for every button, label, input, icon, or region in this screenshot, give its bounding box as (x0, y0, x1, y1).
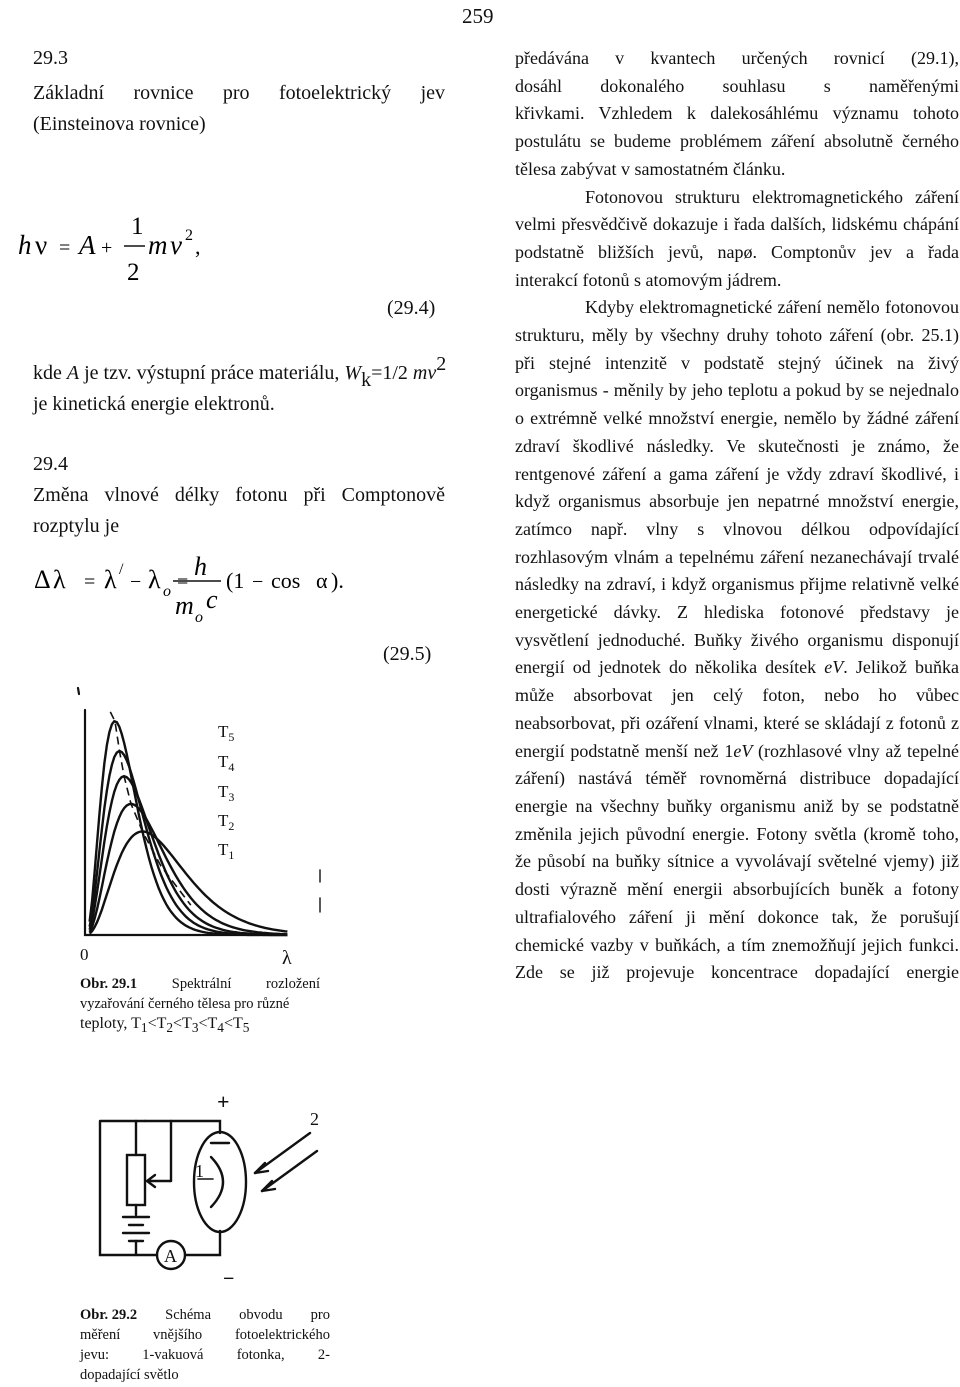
section-number: 29.3 (33, 47, 68, 69)
equation-label-29-4: (29.4) (387, 297, 436, 319)
eq-frac-num: 1 (131, 213, 144, 240)
chart-x-axis-label: λ (282, 947, 292, 969)
slider-arrow (147, 1175, 171, 1187)
explanation-line2: je kinetická energie elektronů. (33, 393, 275, 415)
eq-29-4-explanation (33, 352, 453, 416)
eq5-prime: / (119, 561, 124, 578)
eq5-lambda-o: λ (148, 565, 161, 594)
figure-29-2-circuit (85, 1085, 355, 1305)
light-rays (255, 1133, 317, 1191)
eq5-open-paren: (1 (226, 568, 245, 593)
paragraph-1-line2: dosáhl dokonalého souhlasu s naměřenými (515, 75, 959, 96)
label-2: 2 (310, 1109, 319, 1129)
eq5-cos: cos (271, 568, 301, 593)
eq-comma: , (195, 234, 201, 259)
eq5-close: ). (331, 568, 344, 593)
eq5-delta: Δ (34, 565, 51, 594)
eq5-c: c (206, 585, 218, 614)
eq-plus: + (101, 237, 113, 259)
eq5-m: m (175, 591, 194, 620)
section-title-line2: rozptylu je (33, 515, 120, 537)
page-number: 259 (462, 4, 494, 28)
eq5-equals: = (84, 571, 96, 593)
eq5-minus2: − (252, 571, 264, 593)
resistor (127, 1155, 145, 1205)
eq5-lambda: λ (53, 565, 66, 594)
eq5-sub-o2: o (195, 609, 203, 626)
caption-line1: Obr. 29.1 Spektrální rozložení (80, 976, 320, 992)
eq5-equals2: = (177, 571, 189, 593)
label-minus: − (223, 1268, 235, 1290)
temp-label-t3: $T_3$ (218, 782, 235, 804)
section-title-line1: Změna vlnové délky fotonu při Comptonově (33, 484, 445, 506)
wire-bottom (185, 1231, 220, 1255)
figure-29-2-caption (80, 1305, 330, 1385)
explanation-line1: kde A je tzv. výstupní práce materiálu, $W_k=1/2$ $mv^2$ (33, 353, 447, 391)
eq-A: A (79, 230, 96, 260)
caption2-line3: jevu: 1-vakuová fotonka, 2- (80, 1347, 330, 1363)
right-column-text (515, 45, 959, 987)
wire-top (145, 1121, 220, 1133)
paragraph-1-rest: křivkami. Vzhledem k dalekosáhlému významu tohoto postulátu se budeme problémem záření absolutně černého tělesa zabývat v samostatném článku. (515, 103, 959, 179)
eq-nu: ν (35, 230, 48, 260)
temp-label-t5: $T_5$ (218, 722, 235, 744)
caption-line2: vyzařování černého tělesa pro různé (80, 996, 290, 1012)
temp-label-t4: $T_4$ (218, 752, 235, 774)
caption2-line2: měření vnějšího fotoelektrického (80, 1327, 330, 1343)
eq-frac-den: 2 (127, 259, 140, 286)
eq-v: v (170, 230, 182, 260)
section-title-line1: Základní rovnice pro fotoelektrický jev (33, 82, 445, 104)
chart-axis-tick-top (78, 688, 79, 694)
eq5-alpha: α (316, 568, 328, 593)
chart-series-t3 (90, 776, 288, 935)
section-number: 29.4 (33, 453, 68, 475)
wire-left (100, 1121, 157, 1255)
ammeter-label: A (164, 1246, 177, 1266)
phototube (194, 1132, 246, 1232)
chart-origin-label: 0 (80, 945, 89, 964)
battery (123, 1217, 149, 1241)
label-plus: + (217, 1089, 230, 1114)
equation-label-29-5: (29.5) (383, 643, 432, 665)
figure-29-1-caption (80, 974, 320, 1038)
caption-line3: teploty, $T_1<T_2<T_3<T_4<T_5$ (80, 1015, 250, 1036)
eq5-sub-o: o (163, 583, 171, 600)
equation-29-4 (15, 210, 205, 290)
temp-label-t2: $T_2$ (218, 811, 235, 833)
caption2-line4: dopadající světlo (80, 1367, 179, 1383)
chart-series-t2 (90, 804, 288, 934)
caption2-line1: Obr. 29.2 Schéma obvodu pro (80, 1307, 330, 1323)
eq5-minus: − (130, 571, 142, 593)
paragraph-1-line1: předávána v kvantech určených rovnicí (29.1), (515, 48, 959, 68)
figure-29-1-chart (60, 680, 340, 980)
paragraph-2: Fotonovou strukturu elektromagnetického záření velmi přesvědčivě dokazuje i řada dalších, lidskému chápání podstatně bližších jevů, napø. Comptonův jev a řada interakcí fotonů s atomovým jádrem. (515, 186, 959, 290)
eq-equals: = (59, 237, 71, 259)
equation-29-5 (30, 548, 370, 632)
eq-exp: 2 (185, 227, 193, 244)
temp-label-t1: $T_1$ (218, 840, 235, 862)
section-29-4 (33, 452, 445, 538)
section-title-line2: (Einsteinova rovnice) (33, 113, 206, 135)
section-29-3 (33, 46, 445, 136)
eq-h: h (18, 230, 32, 260)
phototube-cathode (211, 1157, 223, 1207)
eq5-lambda-prime: λ (104, 565, 117, 594)
paragraph-3: Kdyby elektromagnetické záření nemělo fotonovou strukturu, měly by všechny druhy tohoto záření (obr. 25.1) při stejné intenzitě v podstatě stejný účinek na živý organismus - měnily by jeho teplotu a pokud by se nejednalo o extrémně velké množství energie, nemělo by žádné záření zdraví škodlivé následky. Ve skutečnosti je známo, že rentgenové záření a gama záření je vždy zdraví škodlivé, i když organismus absorbuje jen nepatrné množství energie, zatímco např. vlny s vlnovou délkou odpovídající rozhlasovým vlnám a tepelnému záření nezanechávají trvalé následky na zdraví, i když organismus přijme relativně velké energetické dávky. Z hlediska fotonové představy je vysvětlení jednoduché. Buňky živého organismu disponují energií od jednotek do několika desítek eV. Jelikož buňka může absorbovat jen celý foton, nebo ho vůbec neabsorbovat, při ozáření vlnami, které se skládají z fotonů z energií podstatně menší než 1eV (rozhlasové vlny až tepelné záření) nastává téměř rovnoměrná distribuce dopadající energie na všechny buňky organismu aniž by se podstatně změnila jejich původní energie. Fotony světla (kromě toho, že působí na buňky sítnice a vyvolávají světelné vjemy) již dosti výrazně mění energii absorbujících buněk a fotony ultrafialového záření ji mění dokonce tak, že porušují chemické vazby v buňkách, a tím znemožňují jejich funkci. Zde se již projevuje koncentrace dopadající energie (515, 297, 959, 983)
eq5-h: h (194, 552, 207, 581)
label-1: 1 (195, 1161, 204, 1181)
eq-m: m (148, 230, 168, 260)
